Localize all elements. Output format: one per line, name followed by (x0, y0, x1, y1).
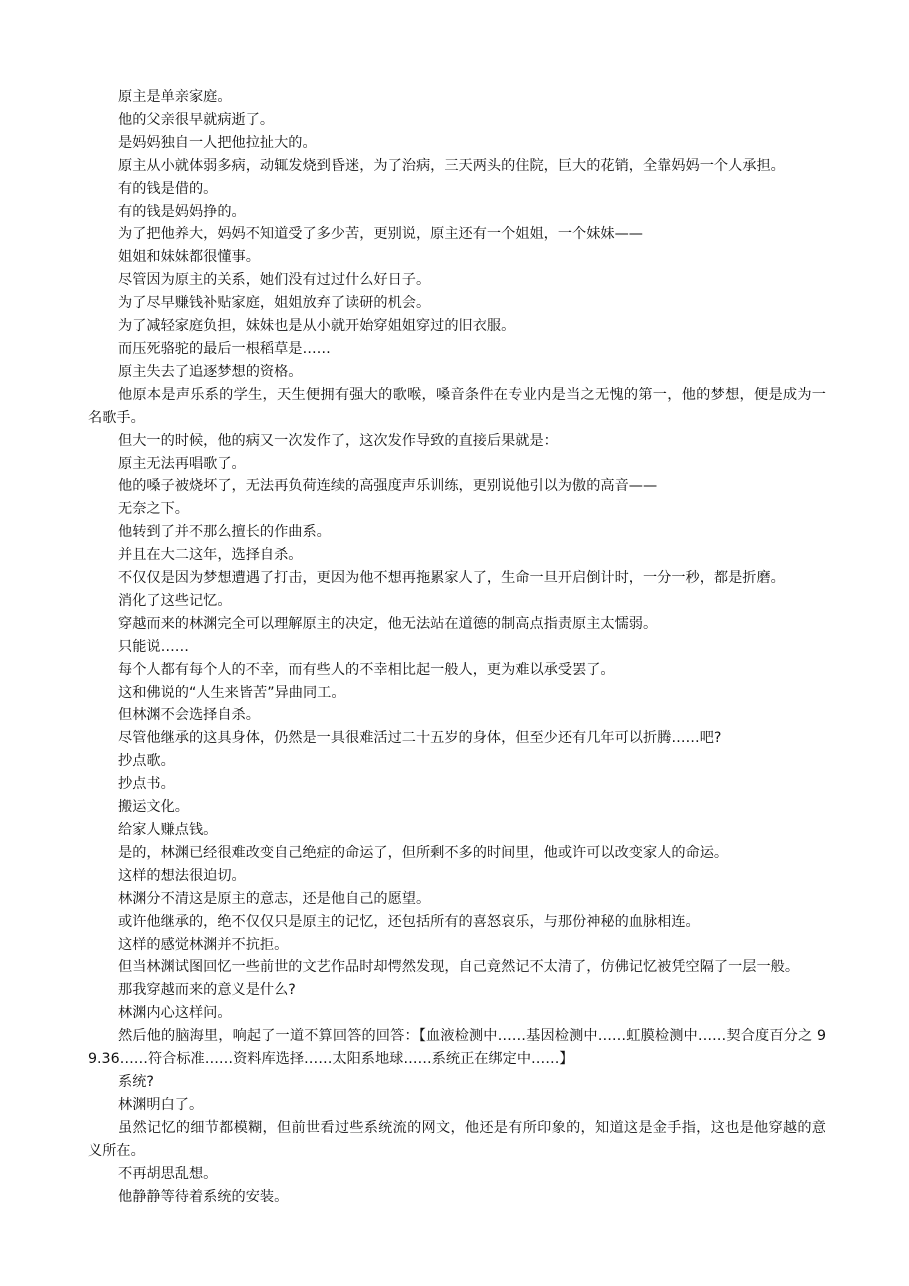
paragraph: 林渊分不清这是原主的意志，还是他自己的愿望。 (118, 890, 431, 907)
paragraph: 他转到了并不那么擅长的作曲系。 (118, 524, 331, 541)
paragraph: 为了尽早赚钱补贴家庭，姐姐放弃了读研的机会。 (118, 295, 431, 312)
paragraph: 这样的想法很迫切。 (118, 867, 246, 884)
paragraph: 原主是单亲家庭。 (118, 89, 232, 105)
paragraph: 但林渊不会选择自杀。 (118, 707, 260, 724)
paragraph: 然后他的脑海里，响起了一道不算回答的回答：【血液检测中……基因检测中……虹膜检测中……契合度百分之 99.36……符合标准……资料库选择……太阳系地球……系统正在绑定中……】 (88, 1028, 826, 1068)
paragraph: 是的，林渊已经很难改变自己绝症的命运了，但所剩不多的时间里，他或许可以改变家人的命运。 (118, 844, 729, 861)
paragraph: 只能说…… (118, 638, 189, 655)
paragraph: 尽管他继承的这具身体，仍然是一具很难活过二十五岁的身体，但至少还有几年可以折腾……吧? (118, 730, 722, 747)
paragraph: 为了减轻家庭负担，妹妹也是从小就开始穿姐姐穿过的旧衣服。 (118, 318, 516, 335)
paragraph: 而压死骆驼的最后一根稻草是…… (118, 340, 331, 357)
paragraph: 姐姐和妹妹都很懂事。 (118, 249, 260, 266)
paragraph: 他静静等待着系统的安装。 (118, 1188, 289, 1205)
paragraph: 这样的感觉林渊并不抗拒。 (118, 936, 289, 953)
paragraph: 原主从小就体弱多病，动辄发烧到昏迷，为了治病，三天两头的住院，巨大的花销，全靠妈妈一个人承担。 (118, 157, 785, 174)
paragraph: 每个人都有每个人的不幸，而有些人的不幸相比起一般人，更为难以承受罢了。 (118, 661, 615, 678)
document-body (88, 86, 826, 1208)
paragraph: 搬运文化。 (118, 799, 189, 816)
paragraph: 消化了这些记忆。 (118, 592, 232, 609)
paragraph: 他的嗓子被烧坏了，无法再负荷连续的高强度声乐训练，更别说他引以为傲的高音—— (118, 478, 658, 495)
paragraph: 原主失去了追逐梦想的资格。 (118, 363, 303, 380)
paragraph: 为了把他养大，妈妈不知道受了多少苦，更别说，原主还有一个姐姐，一个妹妹—— (118, 226, 643, 243)
paragraph: 无奈之下。 (118, 501, 189, 518)
paragraph: 林渊明白了。 (118, 1096, 204, 1113)
paragraph: 抄点书。 (118, 776, 175, 793)
paragraph: 林渊内心这样问。 (118, 1005, 232, 1022)
paragraph: 或许他继承的，绝不仅仅只是原主的记忆，还包括所有的喜怒哀乐，与那份神秘的血脉相连。 (118, 913, 700, 930)
paragraph: 原主无法再唱歌了。 (118, 455, 246, 472)
paragraph: 不再胡思乱想。 (118, 1165, 218, 1182)
paragraph: 抄点歌。 (118, 753, 175, 770)
paragraph: 尽管因为原主的关系，她们没有过过什么好日子。 (118, 272, 431, 289)
paragraph: 但大一的时候，他的病又一次发作了，这次发作导致的直接后果就是： (118, 432, 558, 449)
paragraph: 穿越而来的林渊完全可以理解原主的决定，他无法站在道德的制高点指责原主太懦弱。 (118, 615, 658, 632)
paragraph: 是妈妈独自一人把他拉扯大的。 (118, 134, 317, 151)
paragraph: 但当林渊试图回忆一些前世的文艺作品时却愕然发现，自己竟然记不太清了，仿佛记忆被凭空隔了一层一般。 (118, 959, 800, 976)
paragraph: 有的钱是借的。 (118, 180, 218, 197)
paragraph: 不仅仅是因为梦想遭遇了打击，更因为他不想再拖累家人了，生命一旦开启倒计时，一分一秒，都是折磨。 (118, 570, 785, 587)
paragraph: 有的钱是妈妈挣的。 (118, 203, 246, 220)
paragraph: 给家人赚点钱。 (118, 822, 218, 838)
paragraph: 这和佛说的“人生来皆苦”异曲同工。 (118, 684, 346, 701)
paragraph: 并且在大二这年，选择自杀。 (118, 547, 303, 564)
paragraph: 虽然记忆的细节都模糊，但前世看过些系统流的网文，他还是有所印象的，知道这是金手指，这也是他穿越的意义所在。 (88, 1119, 826, 1159)
paragraph: 那我穿越而来的意义是什么? (118, 982, 296, 999)
paragraph: 他的父亲很早就病逝了。 (118, 111, 275, 128)
paragraph: 系统? (118, 1073, 154, 1090)
paragraph: 他原本是声乐系的学生，天生便拥有强大的歌喉，嗓音条件在专业内是当之无愧的第一，他的梦想，便是成为一名歌手。 (88, 386, 826, 426)
